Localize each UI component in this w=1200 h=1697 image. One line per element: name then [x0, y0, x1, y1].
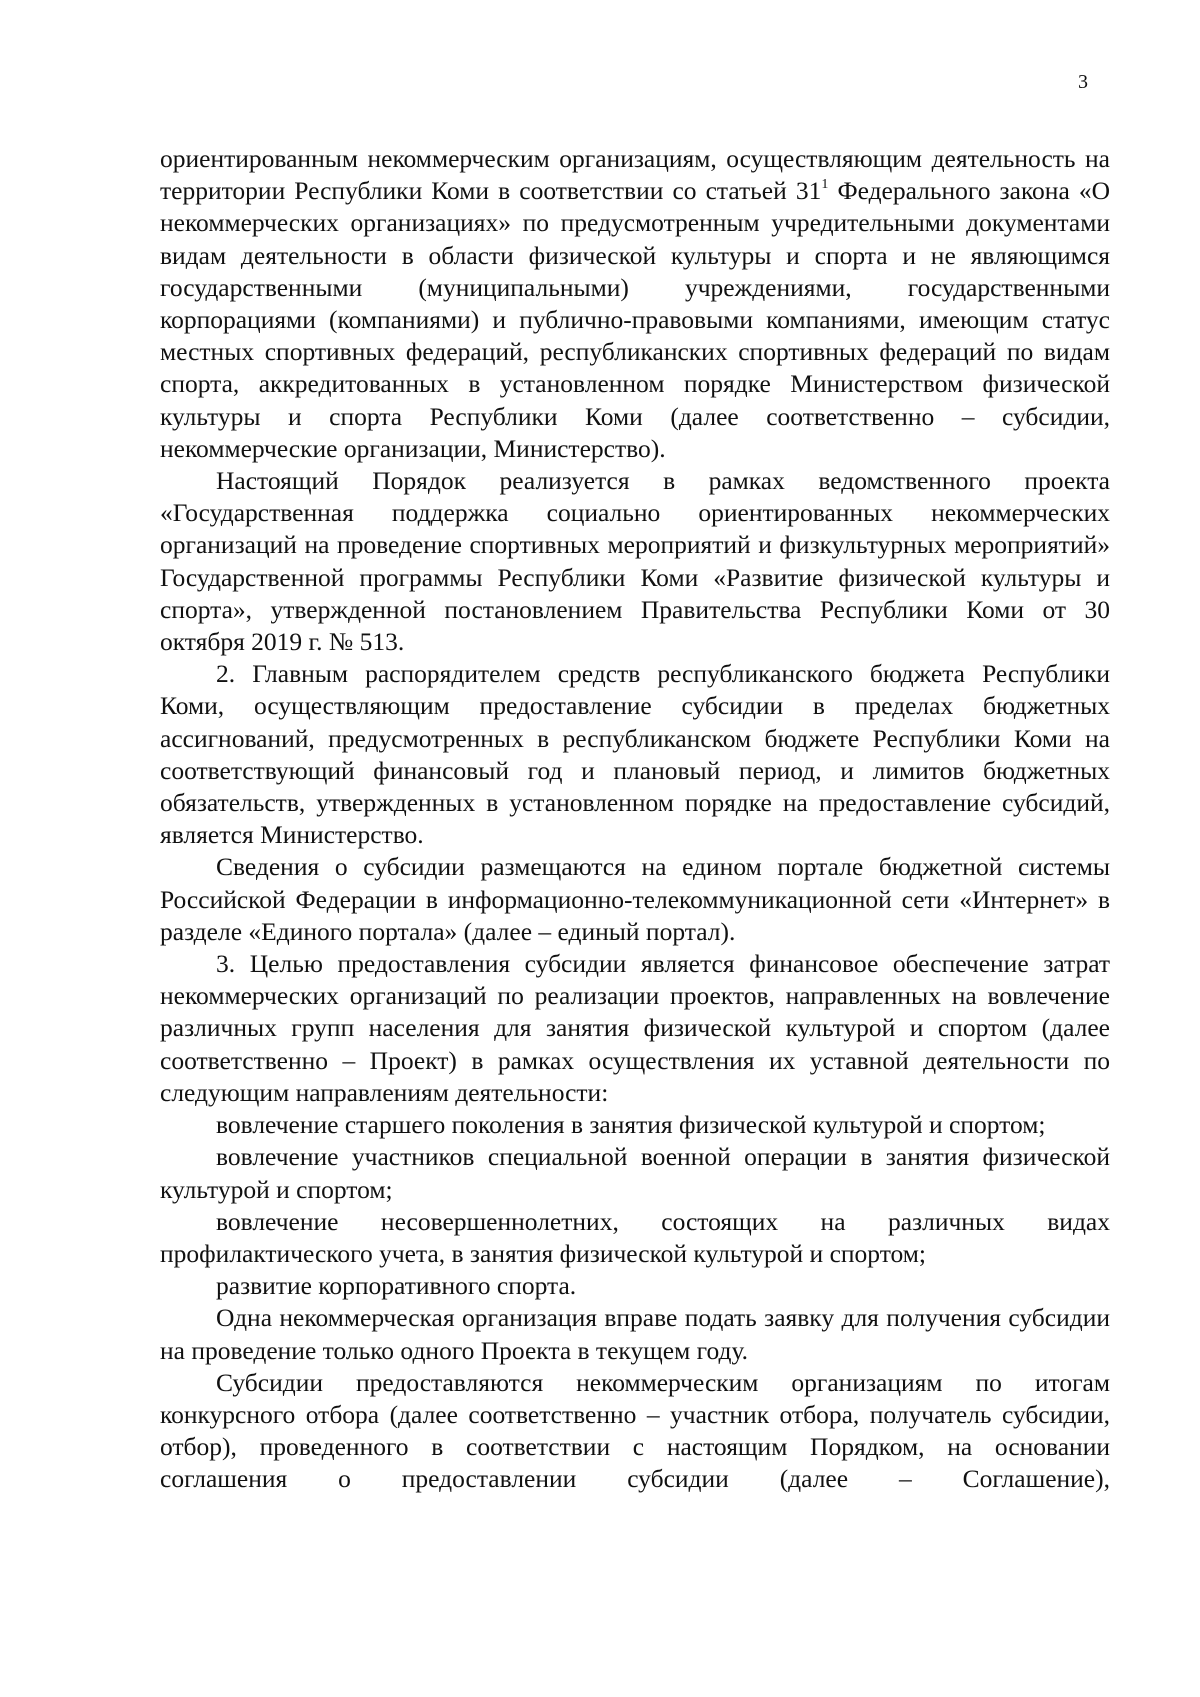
- footnote-superscript: 1: [821, 177, 829, 193]
- document-body: [160, 143, 1110, 1496]
- list-item-corporate-sport: развитие корпоративного спорта.: [216, 1271, 577, 1301]
- paragraph-portal-info: Сведения о субсидии размещаются на едином портале бюджетной системы Российской Федерации в информационно-телекоммуникационной сети «Интернет» в разделе «Единого портала» (далее – единый портал).: [160, 852, 1110, 946]
- paragraph-project-scope: Настоящий Порядок реализуется в рамках ведомственного проекта «Государственная поддержка социально ориентированных некоммерческих организаций на проведение спортивных мероприятий и физкультурных мероприятий» Государственной программы Республики Коми «Развитие физической культуры и спорта», утвержденной постановлением Правительства Республики Коми от 30 октября 2019 г. № 513.: [160, 466, 1110, 657]
- list-item-minors: вовлечение несовершеннолетних, состоящих на различных видах профилактического учета, в занятия физической культурой и спортом;: [160, 1206, 1110, 1268]
- paragraph-clause-2: 2. Главным распорядителем средств республиканского бюджета Республики Коми, осуществляющим предоставление субсидии в пределах бюджетных ассигнований, предусмотренных в республиканском бюджете Республики Коми на соответствующий финансовый год и плановый период, и лимитов бюджетных обязательств, утвержденных в установленном порядке на предоставление субсидий, является Министерство.: [160, 659, 1110, 850]
- paragraph-continued-org-definition: [160, 143, 1110, 465]
- paragraph-clause-3: 3. Целью предоставления субсидии является финансовое обеспечение затрат некоммерческих организаций по реализации проектов, направленных на вовлечение различных групп населения для занятия физической культурой и спортом (далее соответственно – Проект) в рамках осуществления их уставной деятельности по следующим направлениям деятельности:: [160, 949, 1110, 1107]
- paragraph-text: ориентированным некоммерческим организациям, осуществляющим деятельность на территории Республики Коми в соответствии со статьей 31: [160, 144, 1110, 206]
- list-item-older-generation: вовлечение старшего поколения в занятия физической культурой и спортом;: [216, 1110, 1046, 1140]
- paragraph-one-application: Одна некоммерческая организация вправе подать заявку для получения субсидии на проведение только одного Проекта в текущем году.: [160, 1303, 1110, 1365]
- paragraph-text: Федерального закона «О некоммерческих организациях» по предусмотренным учредительными документами видам деятельности в области физической культуры и спорта и не являющимся государственными (муниципальными) учреждениями, государственными корпорациями (компаниями) и публично-правовыми компаниями, имеющим статус местных спортивных федераций, республиканских спортивных федераций по видам спорта, аккредитованных в установленном порядке Министерством физической культуры и спорта Республики Коми (далее соответственно – субсидии, некоммерческие организации, Министерство).: [160, 176, 1111, 463]
- list-item-svo-participants: вовлечение участников специальной военной операции в занятия физической культурой и спортом;: [160, 1142, 1110, 1204]
- paragraph-selection: Субсидии предоставляются некоммерческим организациям по итогам конкурсного отбора (далее соответственно – участник отбора, получатель субсидии, отбор), проведенного в соответствии с настоящим Порядком, на основании соглашения о предоставлении субсидии (далее – Соглашение),: [160, 1367, 1110, 1494]
- page-number: 3: [1078, 71, 1088, 93]
